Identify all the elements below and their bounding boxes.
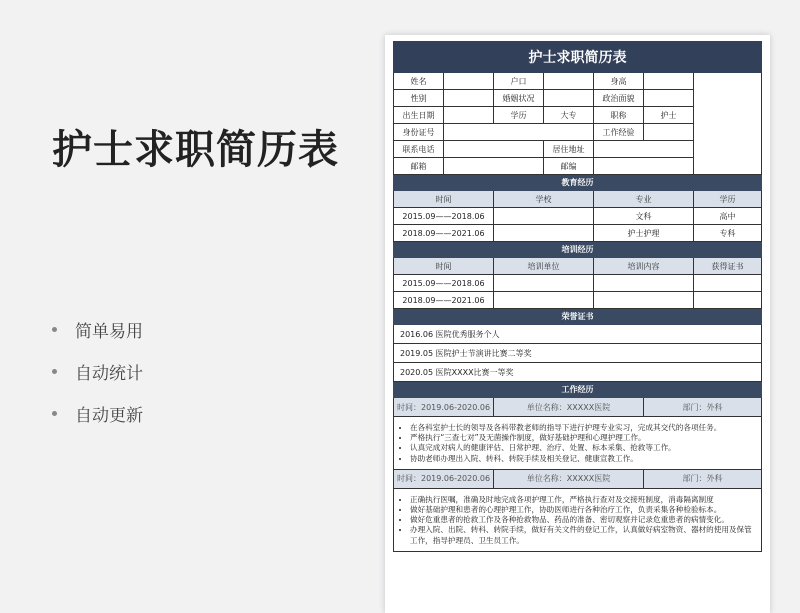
value-hukou[interactable] bbox=[544, 73, 594, 90]
train-unit[interactable] bbox=[494, 275, 594, 292]
duty-item: • 做好基础护理和患者的心理护理工作，协助医师进行各种治疗工作，负责采集各种检验标本。 bbox=[410, 505, 755, 515]
label-birthdate: 出生日期 bbox=[394, 107, 444, 124]
honor-item: 2019.05 医院护士节演讲比赛二等奖 bbox=[394, 344, 762, 363]
value-political[interactable] bbox=[644, 90, 694, 107]
job-time: 时间：2019.06-2020.06 bbox=[394, 469, 494, 488]
duty-item: • 正确执行医嘱，准确及时地完成各项护理工作，严格执行查对及交接班制度，消毒隔离制度 bbox=[410, 495, 755, 505]
value-gender[interactable] bbox=[444, 90, 494, 107]
section-honors: 荣誉证书 bbox=[394, 309, 762, 325]
edu-degree: 专科 bbox=[694, 225, 762, 242]
photo-cell[interactable] bbox=[694, 73, 762, 175]
value-education[interactable]: 大专 bbox=[544, 107, 594, 124]
col-header: 培训单位 bbox=[494, 258, 594, 275]
col-header: 时间 bbox=[394, 191, 494, 208]
label-phone: 联系电话 bbox=[394, 141, 444, 158]
section-training: 培训经历 bbox=[394, 242, 762, 258]
train-content[interactable] bbox=[594, 275, 694, 292]
value-zip[interactable] bbox=[594, 158, 694, 175]
label-education: 学历 bbox=[494, 107, 544, 124]
edu-major: 护士护理 bbox=[594, 225, 694, 242]
label-address: 居住地址 bbox=[544, 141, 594, 158]
bullet-icon bbox=[52, 327, 57, 332]
job-unit: 单位名称：XXXXX医院 bbox=[494, 398, 644, 417]
duty-item: • 在各科室护士长的领导及各科带教老师的指导下进行护理专业实习，完成其交代的各项任务。 bbox=[410, 423, 755, 433]
resume-sheet bbox=[385, 35, 770, 613]
job-time: 时间：2019.06-2020.06 bbox=[394, 398, 494, 417]
col-header: 获得证书 bbox=[694, 258, 762, 275]
label-zip: 邮编 bbox=[544, 158, 594, 175]
job-duties bbox=[394, 417, 762, 470]
resume-table bbox=[393, 41, 762, 552]
honor-item: 2016.06 医院优秀服务个人 bbox=[394, 325, 762, 344]
label-height: 身高 bbox=[594, 73, 644, 90]
label-hukou: 户口 bbox=[494, 73, 544, 90]
duty-item: • 严格执行“三查七对”及无菌操作制度，做好基础护理和心理护理工作。 bbox=[410, 433, 755, 443]
bullet-icon bbox=[52, 411, 57, 416]
train-cert[interactable] bbox=[694, 292, 762, 309]
duty-item: • 认真完成对病人的健康评估、日常护理、治疗、处置、标本采集、抢救等工作。 bbox=[410, 443, 755, 453]
label-id: 身份证号 bbox=[394, 124, 444, 141]
hero-title: 护士求职简历表 bbox=[52, 127, 339, 173]
duty-item: • 办理入院、出院、转科、转院手续，做好有关文件的登记工作，认真做好病室物资、器材的使用及保管工作，指导护理员、卫生员工作。 bbox=[410, 525, 755, 545]
feature-list bbox=[52, 308, 143, 434]
honor-item: 2020.05 医院XXXX比赛一等奖 bbox=[394, 363, 762, 382]
value-experience[interactable] bbox=[644, 124, 694, 141]
edu-school[interactable] bbox=[494, 225, 594, 242]
value-email[interactable] bbox=[444, 158, 544, 175]
label-gender: 性别 bbox=[394, 90, 444, 107]
bullet-icon bbox=[52, 369, 57, 374]
train-time: 2015.09——2018.06 bbox=[394, 275, 494, 292]
value-address[interactable] bbox=[594, 141, 694, 158]
label-experience: 工作经验 bbox=[594, 124, 644, 141]
col-header: 学校 bbox=[494, 191, 594, 208]
feature-item: 自动更新 bbox=[52, 392, 143, 434]
train-time: 2018.09——2021.06 bbox=[394, 292, 494, 309]
resume-title: 护士求职简历表 bbox=[394, 42, 762, 73]
train-cert[interactable] bbox=[694, 275, 762, 292]
label-title: 职称 bbox=[594, 107, 644, 124]
value-id[interactable] bbox=[444, 124, 594, 141]
train-unit[interactable] bbox=[494, 292, 594, 309]
col-header: 专业 bbox=[594, 191, 694, 208]
edu-degree: 高中 bbox=[694, 208, 762, 225]
edu-time: 2018.09——2021.06 bbox=[394, 225, 494, 242]
job-dept: 部门：外科 bbox=[644, 398, 762, 417]
edu-school[interactable] bbox=[494, 208, 594, 225]
train-content[interactable] bbox=[594, 292, 694, 309]
job-duties bbox=[394, 488, 762, 551]
edu-major: 文科 bbox=[594, 208, 694, 225]
job-dept: 部门：外科 bbox=[644, 469, 762, 488]
value-height[interactable] bbox=[644, 73, 694, 90]
col-header: 学历 bbox=[694, 191, 762, 208]
label-marital: 婚姻状况 bbox=[494, 90, 544, 107]
label-name: 姓名 bbox=[394, 73, 444, 90]
edu-time: 2015.09——2018.06 bbox=[394, 208, 494, 225]
value-title[interactable]: 护士 bbox=[644, 107, 694, 124]
section-work: 工作经历 bbox=[394, 382, 762, 398]
job-unit: 单位名称：XXXXX医院 bbox=[494, 469, 644, 488]
feature-item: 简单易用 bbox=[52, 308, 143, 350]
value-marital[interactable] bbox=[544, 90, 594, 107]
col-header: 时间 bbox=[394, 258, 494, 275]
value-birthdate[interactable] bbox=[444, 107, 494, 124]
col-header: 培训内容 bbox=[594, 258, 694, 275]
value-phone[interactable] bbox=[444, 141, 544, 158]
label-political: 政治面貌 bbox=[594, 90, 644, 107]
section-education: 教育经历 bbox=[394, 175, 762, 191]
feature-item: 自动统计 bbox=[52, 350, 143, 392]
duty-item: • 协助老师办理出入院、转科、转院手续及相关登记、健康宣教工作。 bbox=[410, 454, 755, 464]
value-name[interactable] bbox=[444, 73, 494, 90]
duty-item: • 做好危重患者的抢救工作及各种抢救物品、药品的准备、密切观察并记录危重患者的病情变化。 bbox=[410, 515, 755, 525]
label-email: 邮箱 bbox=[394, 158, 444, 175]
